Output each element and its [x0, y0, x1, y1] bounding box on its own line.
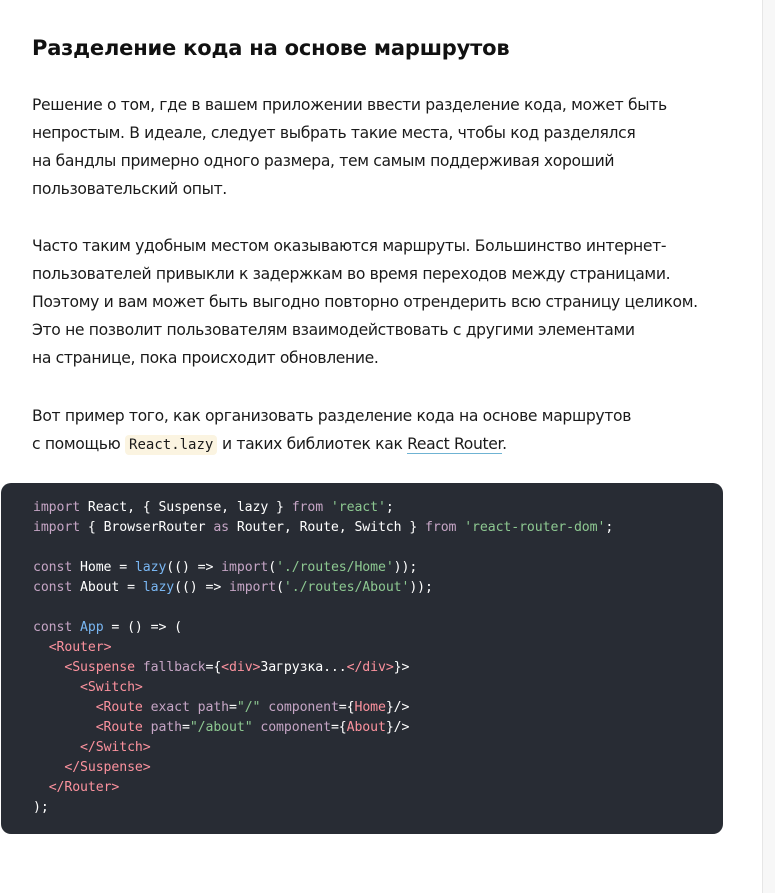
code-token: }>: [393, 660, 410, 675]
code-token: <Router>: [48, 640, 112, 655]
code-block: [1, 483, 723, 834]
code-token: <Route: [95, 720, 143, 735]
code-token: Home: [354, 700, 386, 715]
code-line: [33, 798, 723, 818]
code-token: }/>: [385, 700, 410, 715]
code-token: </Switch>: [80, 740, 151, 755]
code-line: [33, 738, 723, 758]
code-token: ));: [409, 580, 433, 595]
code-token: =: [229, 700, 237, 715]
code-token: const: [33, 620, 73, 635]
code-token: [323, 500, 331, 515]
code-token: './routes/About': [283, 580, 410, 595]
inline-code-react-lazy: React.lazy: [125, 435, 217, 455]
code-line: [33, 778, 723, 798]
code-token: exact path: [142, 700, 230, 715]
code-token: from: [291, 500, 324, 515]
paragraph-line: Вот пример того, как организовать разделение кода на основе маршрутов: [32, 407, 632, 425]
code-token: import: [229, 580, 277, 595]
code-token: "/about": [189, 720, 253, 735]
code-line: [33, 618, 723, 638]
scrollbar-thumb[interactable]: [763, 0, 775, 893]
code-token: ={: [338, 700, 355, 715]
code-line: [33, 638, 723, 658]
example-paragraph: [32, 402, 732, 459]
code-line: [33, 678, 723, 698]
code-token: Router, Route, Switch }: [229, 520, 426, 535]
paragraph-line: Решение о том, где в вашем приложении ввести разделение кода, может быть: [32, 96, 667, 114]
paragraph-line: на странице, пока происходит обновление.: [32, 349, 379, 367]
paragraph-text: с помощью: [32, 435, 126, 453]
code-line: [33, 578, 723, 598]
code-token: React, { Suspense, lazy }: [80, 500, 292, 515]
code-token: </div>: [346, 660, 394, 675]
react-router-link[interactable]: React Router: [407, 435, 503, 453]
paragraph-line: на бандлы примерно одного размера, тем самым поддерживая хороший: [32, 152, 615, 170]
code-token: as: [213, 520, 230, 535]
code-line: [33, 698, 723, 718]
code-token: About: [346, 720, 386, 735]
code-token: const: [33, 560, 73, 575]
code-token: [33, 680, 80, 695]
code-token: './routes/Home': [276, 560, 394, 575]
code-line: [33, 558, 723, 578]
paragraph-line: [32, 430, 732, 459]
code-token: Загрузка...: [260, 660, 347, 675]
code-token: }/>: [385, 720, 410, 735]
code-line: [33, 658, 723, 678]
paragraph-text: и таких библиотек как: [217, 435, 408, 453]
page-title: Разделение кода на основе маршрутов: [32, 36, 510, 60]
code-line: [33, 758, 723, 778]
code-token: About =: [72, 580, 143, 595]
code-token: [33, 660, 64, 675]
code-line: [33, 538, 723, 558]
code-token: 'react-router-dom': [464, 520, 606, 535]
code-token: path: [142, 720, 182, 735]
code-token: (() =>: [174, 580, 230, 595]
code-token: ));: [393, 560, 418, 575]
code-line: [33, 718, 723, 738]
code-token: [33, 720, 96, 735]
code-token: 'react': [330, 500, 386, 515]
code-token: import: [33, 520, 81, 535]
code-token: import: [33, 500, 81, 515]
code-token: </Suspense>: [64, 760, 151, 775]
code-token: ={: [330, 720, 347, 735]
code-line: [33, 598, 723, 618]
code-token: ;: [605, 520, 614, 535]
code-token: [33, 760, 64, 775]
code-token: [33, 740, 80, 755]
code-token: (: [276, 580, 284, 595]
code-token: ={: [205, 660, 222, 675]
code-token: ;: [385, 500, 394, 515]
code-token: fallback: [134, 660, 206, 675]
code-token: (: [268, 560, 277, 575]
code-token: =: [181, 720, 190, 735]
code-token: = () => (: [103, 620, 182, 635]
code-token: <Switch>: [80, 680, 143, 695]
code-token: <Suspense: [64, 660, 135, 675]
paragraph-line: непростым. В идеале, следует выбрать такие места, чтобы код разделялся: [32, 124, 636, 142]
code-token: lazy: [134, 560, 167, 575]
code-token: App: [80, 620, 104, 635]
code-token: "/": [236, 700, 261, 715]
code-token: const: [33, 580, 73, 595]
code-token: { BrowserRouter: [80, 520, 214, 535]
code-token: </Router>: [48, 780, 120, 795]
code-token: lazy: [142, 580, 175, 595]
code-token: <Route: [95, 700, 143, 715]
code-token: import: [221, 560, 269, 575]
code-content: [33, 498, 723, 818]
code-token: [33, 780, 49, 795]
intro-paragraph: [32, 91, 732, 203]
code-token: component: [260, 700, 339, 715]
code-line: [33, 518, 723, 538]
code-token: <div>: [221, 660, 261, 675]
code-token: from: [425, 520, 457, 535]
code-token: Home =: [72, 560, 135, 575]
code-token: [33, 640, 49, 655]
paragraph-line: пользовательский опыт.: [32, 180, 227, 198]
code-line: [33, 498, 723, 518]
code-token: );: [33, 800, 49, 815]
routes-paragraph: [32, 232, 732, 372]
code-token: (() =>: [166, 560, 222, 575]
paragraph-line: Это не позволит пользователям взаимодействовать с другими элементами: [32, 321, 635, 339]
code-token: [33, 700, 96, 715]
code-token: component: [252, 720, 331, 735]
paragraph-line: Часто таким удобным местом оказываются маршруты. Большинство интернет-: [32, 237, 667, 255]
paragraph-line: пользователей привыкли к задержкам во время переходов между страницами.: [32, 265, 671, 283]
scrollbar[interactable]: [762, 0, 775, 893]
paragraph-text: .: [502, 435, 507, 453]
code-token: [72, 620, 80, 635]
paragraph-line: Поэтому и вам может быть выгодно повторно отрендерить всю страницу целиком.: [32, 293, 698, 311]
